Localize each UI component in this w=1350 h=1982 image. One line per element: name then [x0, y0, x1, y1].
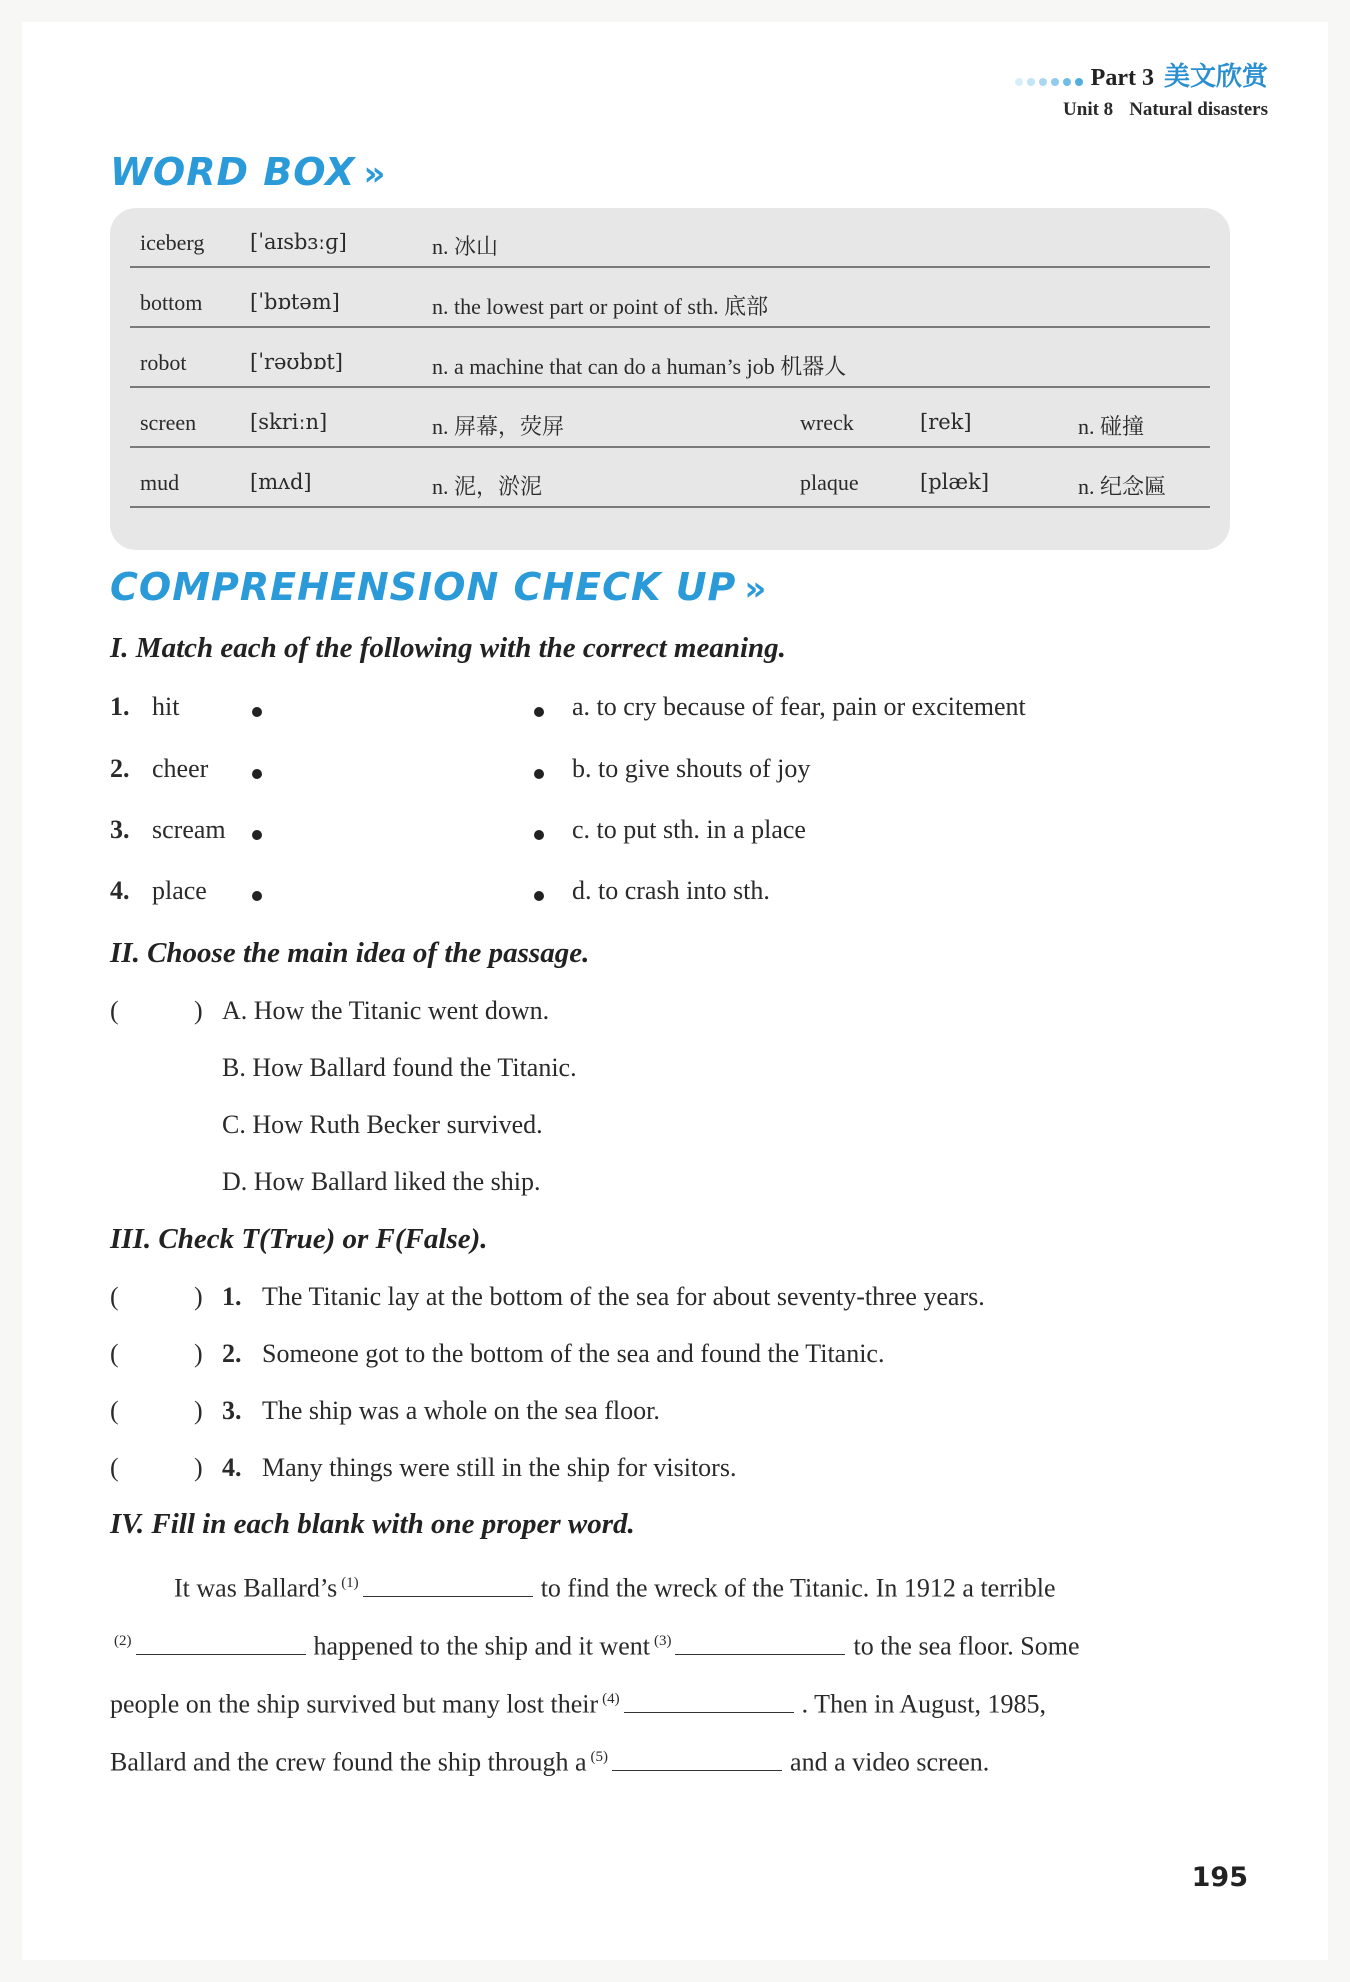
- word-box: [110, 208, 1230, 550]
- word: bottom: [140, 290, 203, 315]
- definition: n. 泥，淤泥: [432, 474, 543, 499]
- fill-line: It was Ballard’s $^{(1)}$ to find the wreck of the Titanic. In 1912 a terrible: [174, 1573, 1056, 1603]
- part-title-cn: 美文欣赏: [1163, 62, 1268, 92]
- match-dot[interactable]: [534, 830, 544, 840]
- definition: n. 纪念匾: [1078, 474, 1167, 499]
- definition: n. a machine that can do a human’s job 机器人: [432, 354, 847, 379]
- answer-blank[interactable]: (: [110, 996, 119, 1025]
- part-label: Part 3: [1090, 65, 1154, 91]
- blank-1[interactable]: [363, 1576, 533, 1597]
- match-dot[interactable]: [534, 769, 544, 779]
- chevron-right-icon: »: [744, 569, 768, 609]
- answer-blank[interactable]: (: [110, 1339, 119, 1368]
- dot-icon: [1015, 78, 1023, 86]
- fill-line: $^{(2)}$ happened to the ship and it went $^{(3)}$ to the sea floor. Some: [114, 1631, 1080, 1661]
- word: screen: [140, 410, 197, 435]
- word-row: [130, 448, 1210, 508]
- section-2-title: II. Choose the main idea of the passage.: [110, 937, 590, 969]
- match-dot[interactable]: [252, 891, 262, 901]
- fill-line: Ballard and the crew found the ship through a $^{(5)}$ and a video screen.: [110, 1747, 990, 1777]
- definition: n. 冰山: [432, 234, 499, 259]
- dot-icon: [1027, 78, 1035, 86]
- comprehension-title: COMPREHENSION CHECK UP »: [110, 565, 768, 609]
- match-row: 4. place d. to crash into sth.: [110, 876, 770, 905]
- section-3-title: III. Check T(True) or F(False).: [110, 1223, 488, 1255]
- word: iceberg: [140, 230, 205, 255]
- fill-line: people on the ship survived but many lost their $^{(4)}$ . Then in August, 1985,: [110, 1689, 1047, 1719]
- match-row: 3. scream c. to put sth. in a place: [110, 815, 806, 844]
- phonetic: [ˈrəʊbɒt]: [250, 350, 343, 374]
- phonetic: [plæk]: [920, 470, 990, 494]
- option-a: A. How the Titanic went down.: [222, 996, 550, 1025]
- word-row: [130, 268, 1210, 328]
- match-dot[interactable]: [534, 707, 544, 717]
- answer-blank[interactable]: (: [110, 1282, 119, 1311]
- definition: n. 碰撞: [1078, 414, 1145, 439]
- answer-blank[interactable]: (: [110, 1396, 119, 1425]
- page-number: 195: [1191, 1862, 1248, 1893]
- match-row: 2. cheer b. to give shouts of joy: [110, 754, 811, 783]
- phonetic: [mʌd]: [250, 470, 312, 494]
- word-box-title: WORD BOX »: [110, 150, 387, 194]
- word-row: [130, 208, 1210, 268]
- option-c: C. How Ruth Becker survived.: [222, 1110, 543, 1139]
- option-b: B. How Ballard found the Titanic.: [222, 1053, 577, 1082]
- answer-blank[interactable]: (: [110, 1453, 119, 1482]
- blank-4[interactable]: [624, 1692, 794, 1713]
- word: plaque: [800, 470, 859, 495]
- section-4-title: IV. Fill in each blank with one proper word.: [110, 1508, 635, 1540]
- page-header: [1011, 56, 1268, 121]
- dot-icon: [1075, 78, 1083, 86]
- phonetic: [ˈaɪsbɜːɡ]: [250, 230, 347, 254]
- word: robot: [140, 350, 187, 375]
- dot-icon: [1063, 78, 1071, 86]
- match-dot[interactable]: [252, 769, 262, 779]
- definition: n. the lowest part or point of sth. 底部: [432, 294, 769, 319]
- option-d: D. How Ballard liked the ship.: [222, 1167, 541, 1196]
- match-row: 1. hit a. to cry because of fear, pain or excitement: [110, 692, 1026, 721]
- word-row: [130, 388, 1210, 448]
- phonetic: [rek]: [920, 410, 972, 434]
- unit-label: Unit 8: [1063, 99, 1114, 120]
- chevron-right-icon: »: [363, 154, 387, 194]
- word: mud: [140, 470, 180, 495]
- definition: n. 屏幕，荧屏: [432, 414, 565, 439]
- blank-5[interactable]: [612, 1750, 782, 1771]
- section-1-title: I. Match each of the following with the correct meaning.: [110, 632, 786, 664]
- word: wreck: [800, 410, 854, 435]
- phonetic: [ˈbɒtəm]: [250, 290, 340, 314]
- blank-2[interactable]: [136, 1634, 306, 1655]
- dot-icon: [1051, 78, 1059, 86]
- decorative-dots: [1011, 66, 1083, 93]
- match-dot[interactable]: [534, 891, 544, 901]
- dot-icon: [1039, 78, 1047, 86]
- blank-3[interactable]: [675, 1634, 845, 1655]
- match-dot[interactable]: [252, 707, 262, 717]
- match-dot[interactable]: [252, 830, 262, 840]
- unit-topic: Natural disasters: [1129, 99, 1268, 120]
- phonetic: [skriːn]: [250, 410, 328, 434]
- word-row: [130, 328, 1210, 388]
